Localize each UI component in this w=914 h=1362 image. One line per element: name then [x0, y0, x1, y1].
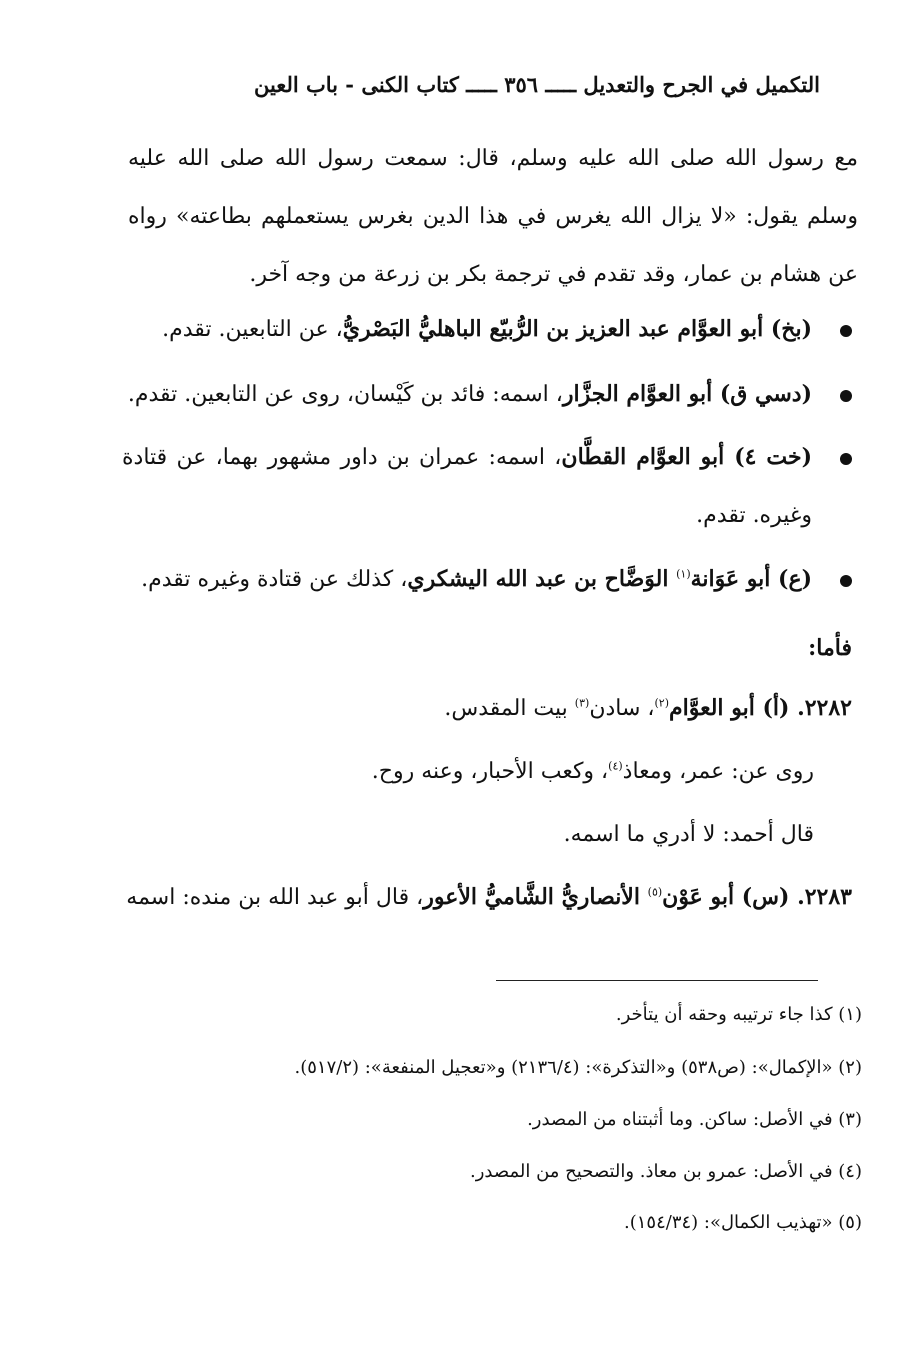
section-label: فأما:: [808, 635, 852, 661]
bullet-text: ، اسمه: عمران بن داور مشهور بهما، عن قتادة وغيره. تقدم.: [122, 445, 812, 528]
bullet-item: [122, 300, 852, 359]
bullet-dot-icon: [840, 390, 852, 402]
bullet-name-cont: الوَضَّاح بن عبد الله اليشكري: [407, 566, 677, 592]
entry-name-cont: الأنصاريُّ الشَّاميُّ الأعور: [423, 884, 648, 910]
entry-2282-narrators: روى عن: عمر، ومعاذ$^{(٤)}$، وكعب الأحبار، وعنه روح.: [371, 759, 814, 784]
footnote-ref[interactable]: (٢): [654, 696, 670, 710]
entry-text: بيت المقدس.: [444, 696, 575, 721]
entry-text: ، قال أبو عبد الله بن منده: اسمه: [126, 885, 424, 910]
bullet-name: (خت ٤) أبو العوَّام القطَّان: [561, 444, 812, 470]
bullet-name: (ع) أبو عَوَانة: [690, 566, 812, 592]
bullet-dot-icon: [840, 325, 852, 337]
entry-2282-note: قال أحمد: لا أدري ما اسمه.: [563, 822, 814, 847]
entry-text: ، سادن: [589, 696, 655, 721]
footnote-3: (٣) في الأصل: ساكن. وما أثبتناه من المصدر.: [527, 1109, 862, 1130]
bullet-dot-icon: [840, 575, 852, 587]
entry-2283-heading: [126, 877, 852, 918]
bullet-text: ، اسمه: فائد بن كَيْسان، روى عن التابعين. تقدم.: [127, 382, 563, 407]
bullet-item: [122, 365, 852, 424]
footnote-5: (٥) «تهذيب الكمال»: (١٥٤/٣٤).: [624, 1212, 862, 1233]
footnote-ref[interactable]: (١): [676, 567, 691, 581]
footnote-ref[interactable]: (٤): [608, 759, 623, 773]
bullet-item: [122, 550, 852, 609]
entry-number: ٢٢٨٢.: [797, 695, 852, 721]
footnote-2: (٢) «الإكمال»: (ص٥٣٨) و«التذكرة»: (٢١٣٦/٤) و«تعجيل المنفعة»: (٥١٧/٢).: [294, 1057, 862, 1078]
bullet-name: (دسي ق) أبو العوَّام الجزَّار: [562, 381, 812, 407]
bullet-text: ، عن التابعين. تقدم.: [162, 317, 343, 342]
entry-number: ٢٢٨٣.: [797, 884, 852, 910]
running-header: التكميل في الجرح والتعديل ـــــ ٣٥٦ ـــــ كتاب الكنى - باب العين: [253, 72, 820, 97]
bullet-item: [122, 428, 852, 545]
footnote-divider: [496, 980, 818, 981]
footnote-ref[interactable]: (٣): [574, 696, 590, 710]
paragraph-continuation: مع رسول الله صلى الله عليه وسلم، قال: سمعت رسول الله صلى الله عليه وسلم يقول: «لا يزال الله يغرس في هذا الدين بغرس يستعملهم بطاعته» رواه عن هشام بن عمار، وقد تقدم في ترجمة بكر بن زرعة من وجه آخر.: [128, 146, 858, 287]
footnote-1: (١) كذا جاء ترتيبه وحقه أن يتأخر.: [615, 1004, 862, 1025]
bullet-dot-icon: [840, 453, 852, 465]
entry-name: (س) أبو عَوْن: [662, 884, 798, 910]
entry-name: (أ) أبو العوَّام: [669, 695, 798, 721]
bullet-text: ، كذلك عن قتادة وغيره تقدم.: [141, 567, 408, 592]
footnote-4: (٤) في الأصل: عمرو بن معاذ. والتصحيح من المصدر.: [470, 1161, 862, 1182]
entry-2282-heading: [444, 688, 852, 729]
bullet-name: (بخ) أبو العوَّام عبد العزيز بن الرُّبيّع الباهليُّ البَصْريُّ: [342, 316, 812, 342]
footnote-ref[interactable]: (٥): [647, 885, 663, 899]
